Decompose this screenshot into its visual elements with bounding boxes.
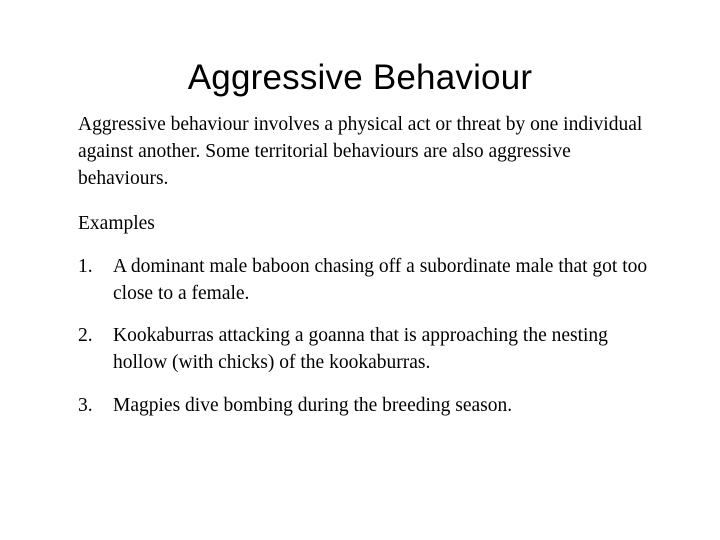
definition-paragraph: Aggressive behaviour involves a physical act or threat by one individual against another. Some territorial behaviours are also aggressive behaviours. — [78, 114, 643, 189]
page-title: Aggressive Behaviour — [187, 58, 533, 98]
list-item-marker: 2. — [78, 325, 93, 347]
list-item — [78, 254, 656, 308]
list-item-text: Kookaburras attacking a goanna that is approaching the nesting hollow (with chicks) of the kookaburras. — [113, 325, 608, 374]
examples-list — [78, 254, 656, 421]
list-item — [78, 393, 656, 420]
list-item-text: Magpies dive bombing during the breeding season. — [113, 395, 513, 417]
list-item-marker: 3. — [78, 395, 93, 417]
examples-heading: Examples — [78, 212, 155, 234]
list-item-text: A dominant male baboon chasing off a subordinate male that got too close to a female. — [113, 255, 648, 304]
slide-body — [78, 112, 656, 436]
list-item — [78, 323, 656, 377]
list-item-marker: 1. — [78, 255, 93, 277]
